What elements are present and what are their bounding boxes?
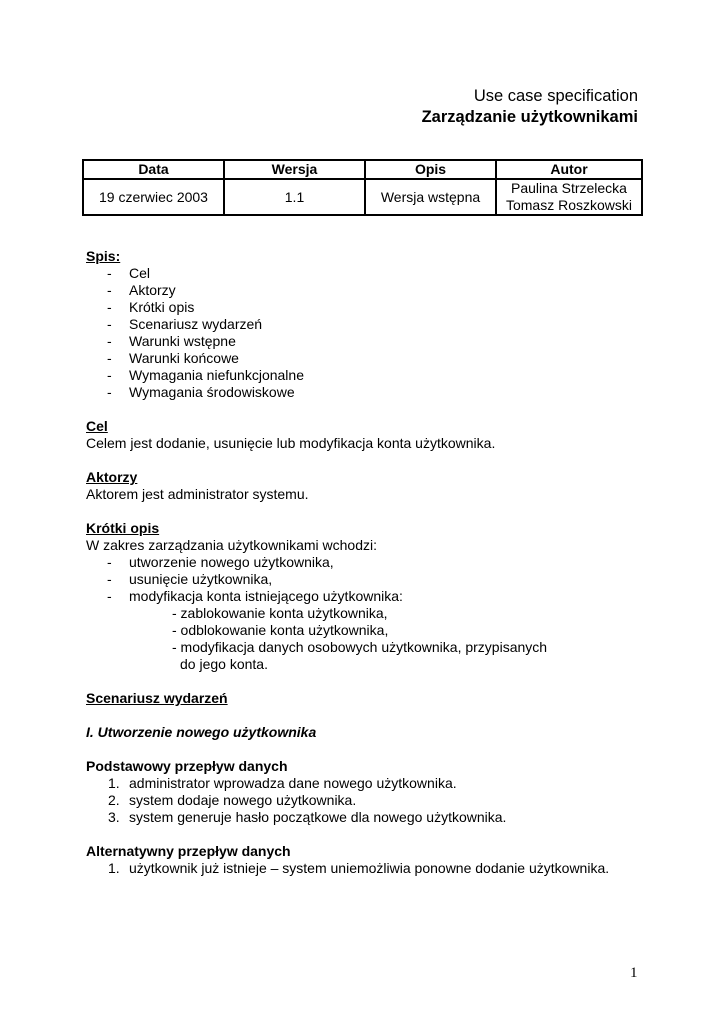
toc-item: - Wymagania środowiskowe: [107, 384, 295, 400]
section-title-cel: Cel: [86, 418, 108, 434]
toc-list: [86, 265, 646, 401]
toc-item: - Wymagania niefunkcjonalne: [107, 367, 304, 383]
list-dash: -: [107, 333, 112, 349]
list-item: - utworzenie nowego użytkownika,: [107, 554, 334, 570]
version-history-table: [82, 159, 643, 216]
section-title-scenariusz: Scenariusz wydarzeń: [86, 690, 228, 706]
list-dash: -: [107, 299, 112, 315]
list-dash: -: [107, 571, 112, 587]
sublist-item-continuation: do jego konta.: [180, 656, 268, 672]
table-header-row: [83, 160, 642, 179]
document-header: [422, 86, 638, 128]
table-row: [83, 179, 642, 215]
toc-item: - Warunki końcowe: [107, 350, 239, 366]
sublist-item: - modyfikacja danych osobowych użytkownika, przypisanych: [172, 639, 548, 655]
document-title: Zarządzanie użytkownikami: [421, 108, 638, 126]
list-item: - usunięcie użytkownika,: [107, 571, 273, 587]
scope-list: [86, 554, 646, 605]
section-text-aktorzy: Aktorem jest administrator systemu.: [86, 486, 309, 502]
flow-step: 3. system generuje hasło początkowe dla nowego użytkownika.: [108, 809, 507, 825]
section-intro-krotki-opis: W zakres zarządzania użytkownikami wchodzi:: [86, 537, 377, 553]
column-header-version: Wersja: [224, 160, 365, 179]
cell-date: 19 czerwiec 2003: [83, 179, 224, 215]
author-name: Paulina Strzelecka: [511, 180, 627, 196]
list-dash: -: [107, 554, 112, 570]
subsection-title-create-user: I. Utworzenie nowego użytkownika: [86, 724, 317, 740]
flow-step: 2. system dodaje nowego użytkownika.: [108, 792, 357, 808]
list-dash: -: [107, 384, 112, 400]
toc-item: - Krótki opis: [107, 299, 195, 315]
alt-flow-list: [86, 860, 646, 877]
basic-flow-list: [86, 775, 646, 826]
section-title-krotki-opis: Krótki opis: [86, 520, 160, 536]
column-header-date: Data: [83, 160, 224, 179]
list-dash: -: [107, 350, 112, 366]
column-header-description: Opis: [365, 160, 496, 179]
flow-step: 1. użytkownik już istnieje – system uniemożliwia ponowne dodanie użytkownika.: [108, 860, 610, 876]
column-header-author: Autor: [496, 160, 642, 179]
toc-item: - Warunki wstępne: [107, 333, 236, 349]
list-dash: -: [107, 367, 112, 383]
toc-item: - Aktorzy: [107, 282, 176, 298]
list-dash: -: [107, 588, 112, 604]
cell-version: 1.1: [224, 179, 365, 215]
section-text-cel: Celem jest dodanie, usunięcie lub modyfikacja konta użytkownika.: [86, 435, 496, 451]
basic-flow-title: Podstawowy przepływ danych: [86, 758, 288, 774]
sublist-item: - odblokowanie konta użytkownika,: [172, 622, 389, 638]
cell-description: Wersja wstępna: [365, 179, 496, 215]
list-dash: -: [107, 282, 112, 298]
list-item: - modyfikacja konta istniejącego użytkownika:: [107, 588, 403, 604]
list-dash: -: [107, 265, 112, 281]
page-number: 1: [630, 965, 638, 981]
sublist-item: - zablokowanie konta użytkownika,: [172, 605, 388, 621]
toc-item: - Cel: [107, 265, 151, 281]
document-type: Use case specification: [473, 87, 638, 105]
flow-step: 1. administrator wprowadza dane nowego użytkownika.: [108, 775, 457, 791]
toc-title: Spis:: [86, 248, 121, 264]
author-name: Tomasz Roszkowski: [505, 197, 633, 213]
toc-item: - Scenariusz wydarzeń: [107, 316, 263, 332]
document-body: [86, 248, 646, 877]
cell-author: [496, 179, 642, 215]
list-dash: -: [107, 316, 112, 332]
section-title-aktorzy: Aktorzy: [86, 469, 138, 485]
modification-sublist: [86, 605, 646, 673]
alt-flow-title: Alternatywny przepływ danych: [86, 843, 291, 859]
